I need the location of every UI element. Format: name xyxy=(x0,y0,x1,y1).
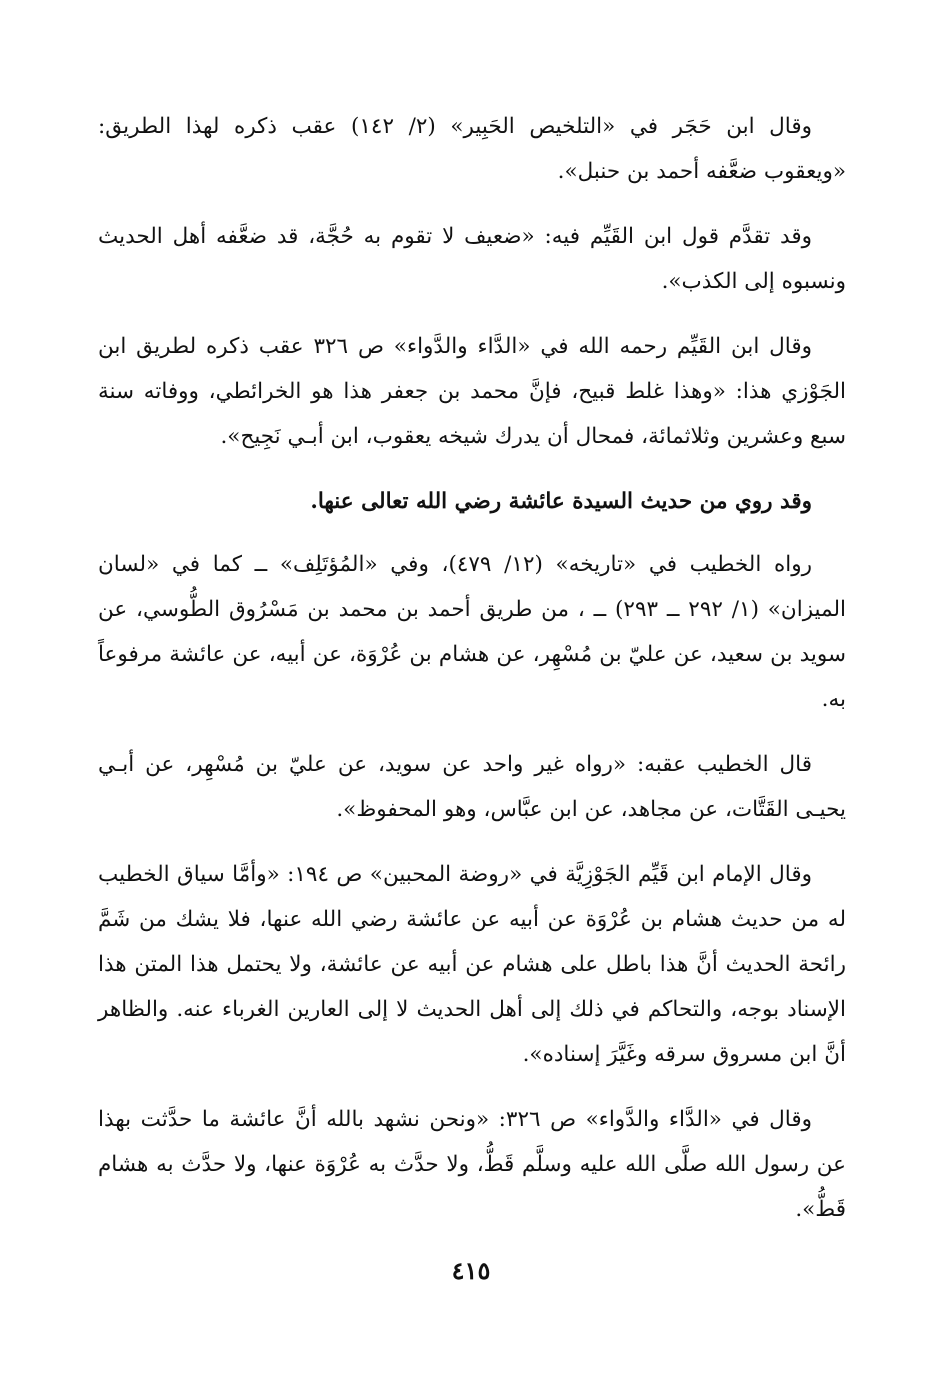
paragraph-rawdat-muhibbin: وقال الإمام ابن قَيِّم الجَوْزِيَّة في «روضة المحبين» ص ١٩٤: «وأمَّا سياق الخطيب له من حديث هشام بن عُرْوَة عن أبيه عن عائشة رضي الله عنها، فلا يشك من شَمَّ رائحة الحديث أنَّ هذا باطل على هشام عن أبيه عن عائشة، ولا يحتمل هذا المتن هذا الإسناد بوجه، والتحاكم في ذلك إلى أهل الحديث لا إلى العارين الغرباء عنه. والظاهر أنَّ ابن مسروق سرقه وغَيَّرَ إسناده». xyxy=(98,862,846,1067)
paragraph-daa-dawaa: وقال ابن القَيِّم رحمه الله في «الدَّاء والدَّواء» ص ٣٢٦ عقب ذكره لطريق ابن الجَوْزي هذا: «وهذا غلط قبيح، فإنَّ محمد بن جعفر هذا هو الخرائطي، ووفاته سنة سبع وعشرين وثلاثمائة، فمحال أن يدرك شيخه يعقوب، ابن أبـي نَجِيح». xyxy=(98,334,846,449)
paragraph-khatib-comment: قال الخطيب عقبه: «رواه غير واحد عن سويد، عن عليّ بن مُسْهِر، عن أبـي يحيـى القَتَّات، عن مجاهد، عن ابن عبَّاس، وهو المحفوظ». xyxy=(98,752,846,822)
paragraph-aisha-heading: وقد روي من حديث السيدة عائشة رضي الله تعالى عنها. xyxy=(310,489,812,514)
body-text xyxy=(98,104,846,1252)
paragraph-khatib-narration: رواه الخطيب في «تاريخه» (١٢/ ٤٧٩)، وفي «المُؤتَلِف» ــ كما في «لسان الميزان» (١/ ٢٩٢ ــ ٢٩٣) ــ ، من طريق أحمد بن محمد بن مَسْرُوق الطُّوسي، عن سويد بن سعيد، عن عليّ بن مُسْهِر، عن هشام بن عُرْوَة، عن أبيه، عن عائشة مرفوعاً به. xyxy=(98,552,847,712)
paragraph-ibn-hajar: وقال ابن حَجَر في «التلخيص الحَبِير» (٢/ ١٤٢) عقب ذكره لهذا الطريق: «ويعقوب ضعَّفه أحمد بن حنبل». xyxy=(98,114,846,184)
page-number: ٤١٥ xyxy=(451,1256,491,1285)
paragraph-testimony: وقال في «الدَّاء والدَّواء» ص ٣٢٦: «ونحن نشهد بالله أنَّ عائشة ما حدَّثت بهذا عن رسول الله صلَّى الله عليه وسلَّم قَطُّ، ولا حدَّث به عُرْوَة عنها، ولا حدَّث به هشام قَطُّ». xyxy=(98,1107,846,1222)
paragraph-ibn-qayyim-weak: وقد تقدَّم قول ابن القَيِّم فيه: «ضعيف لا تقوم به حُجَّة، قد ضعَّفه أهل الحديث ونسبوه إلى الكذب». xyxy=(98,224,846,294)
